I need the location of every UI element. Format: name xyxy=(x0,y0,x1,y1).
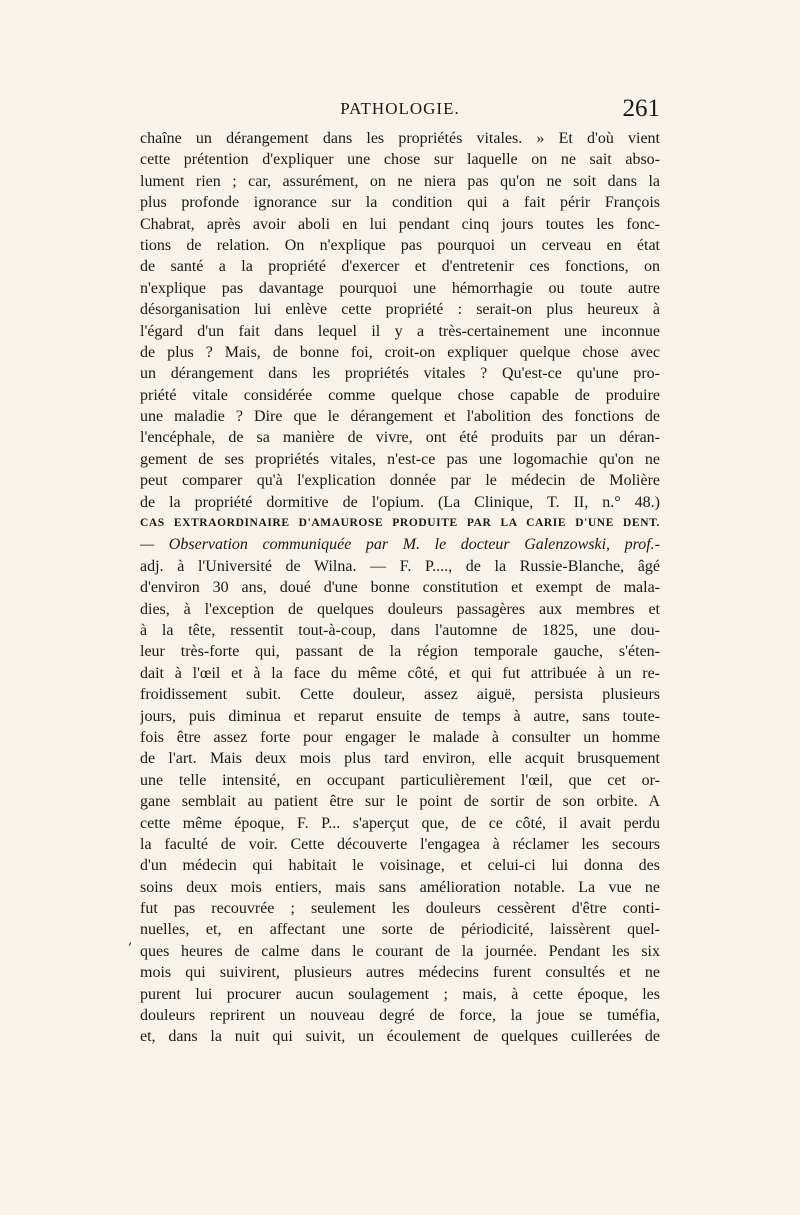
text-line: de plus ? Mais, de bonne foi, croit-on expliquer quelque chose avec xyxy=(140,343,660,361)
margin-mark: , xyxy=(128,932,133,948)
text-line: leur très-forte qui, passant de la région temporale gauche, s'éten- xyxy=(140,643,660,661)
text-line: ques heures de calme dans le courant de la journée. Pendant les six xyxy=(140,942,660,960)
text-line: dies, à l'exception de quelques douleurs passagères aux membres et xyxy=(140,600,660,618)
text-line: Chabrat, après avoir aboli en lui pendant cinq jours toutes les fonc- xyxy=(140,215,660,233)
text-line: la faculté de voir. Cette découverte l'engagea à réclamer les secours xyxy=(140,835,660,853)
running-title: PATHOLOGIE. xyxy=(340,99,460,118)
text-line: plus profonde ignorance sur la condition qui a fait périr François xyxy=(140,194,660,212)
text-line: douleurs reprirent un nouveau degré de force, la joue se tuméfia, xyxy=(140,1007,660,1025)
text-line: adj. à l'Université de Wilna. — F. P...., de la Russie-Blanche, âgé xyxy=(140,557,660,575)
text-line: fut pas recouvrée ; seulement les douleurs cessèrent d'être conti- xyxy=(140,900,660,918)
text-line: cette prétention d'expliquer une chose sur laquelle on ne sait abso- xyxy=(140,151,660,169)
text-line: de la propriété dormitive de l'opium. (La Clinique, T. II, n.° 48.) xyxy=(140,493,660,511)
text-line: de l'art. Mais deux mois plus tard environ, elle acquit brusquement xyxy=(140,750,660,768)
text-line: peut comparer qu'à l'explication donnée par le médecin de Molière xyxy=(140,472,660,490)
text-line: et, dans la nuit qui suivit, un écoulement de quelques cuillerées de xyxy=(140,1028,660,1046)
text-line: gement de ses propriétés vitales, n'est-ce pas une logomachie qu'on ne xyxy=(140,450,660,468)
text-line: froidissement subit. Cette douleur, assez aiguë, persista plusieurs xyxy=(140,686,660,704)
text-line: soins deux mois entiers, mais sans amélioration notable. La vue ne xyxy=(140,878,660,896)
text-line: une telle intensité, en occupant particulièrement l'œil, que cet or- xyxy=(140,771,660,789)
text-line: n'explique pas davantage pourquoi une hémorrhagie ou toute autre xyxy=(140,279,660,297)
text-line: priété vitale considérée comme quelque chose capable de produire xyxy=(140,386,660,404)
text-line: l'égard d'un fait dans lequel il y a très-certainement une inconnue xyxy=(140,322,660,340)
byline-line: — Observation communiquée par M. le docteur Galenzowski, prof.- xyxy=(140,536,660,554)
text-line: l'encéphale, de sa manière de vivre, ont été produits par un déran- xyxy=(140,429,660,447)
text-line: tions de relation. On n'explique pas pourquoi un cerveau en état xyxy=(140,236,660,254)
text-line: d'environ 30 ans, doué d'une bonne constitution et exempt de mala- xyxy=(140,579,660,597)
text-line: une maladie ? Dire que le dérangement et l'abolition des fonctions de xyxy=(140,408,660,426)
text-line: purent lui procurer aucun soulagement ; mais, à cette époque, les xyxy=(140,985,660,1003)
text-line: nuelles, et, en affectant une sorte de périodicité, laissèrent quel- xyxy=(140,921,660,939)
text-line: d'un médecin qui habitait le voisinage, et celui-ci lui donna des xyxy=(140,857,660,875)
text-line: cette même époque, F. P... s'aperçut que, de ce côté, il avait perdu xyxy=(140,814,660,832)
text-line: lument rien ; car, assurément, on ne niera pas qu'on ne soit dans la xyxy=(140,172,660,190)
text-line: mois qui suivirent, plusieurs autres médecins furent consultés et ne xyxy=(140,964,660,982)
text-line: fois être assez forte pour engager le malade à consulter un homme xyxy=(140,728,660,746)
text-line: un dérangement dans les propriétés vitales ? Qu'est-ce qu'une pro- xyxy=(140,365,660,383)
text-line: gane semblait au patient être sur le point de sortir de son orbite. A xyxy=(140,793,660,811)
running-head xyxy=(140,95,660,123)
text-line: désorganisation lui enlève cette propriété : serait-on plus heureux à xyxy=(140,301,660,319)
text-line: dait à l'œil et à la face du même côté, et qui fut attribuée à un re- xyxy=(140,664,660,682)
text-line: de santé a la propriété d'exercer et d'entretenir ces fonctions, on xyxy=(140,258,660,276)
text-line: chaîne un dérangement dans les propriétés vitales. » Et d'où vient xyxy=(140,130,660,147)
body-text xyxy=(140,128,660,1048)
text-line: jours, puis diminua et reparut ensuite de temps à autre, sans toute- xyxy=(140,707,660,725)
page-number: 261 xyxy=(622,95,660,122)
text-line: à la tête, ressentit tout-à-coup, dans l'automne de 1825, une dou- xyxy=(140,621,660,639)
section-heading: CAS EXTRAORDINAIRE D'AMAUROSE PRODUITE PAR LA CARIE D'UNE DENT. xyxy=(140,517,660,530)
